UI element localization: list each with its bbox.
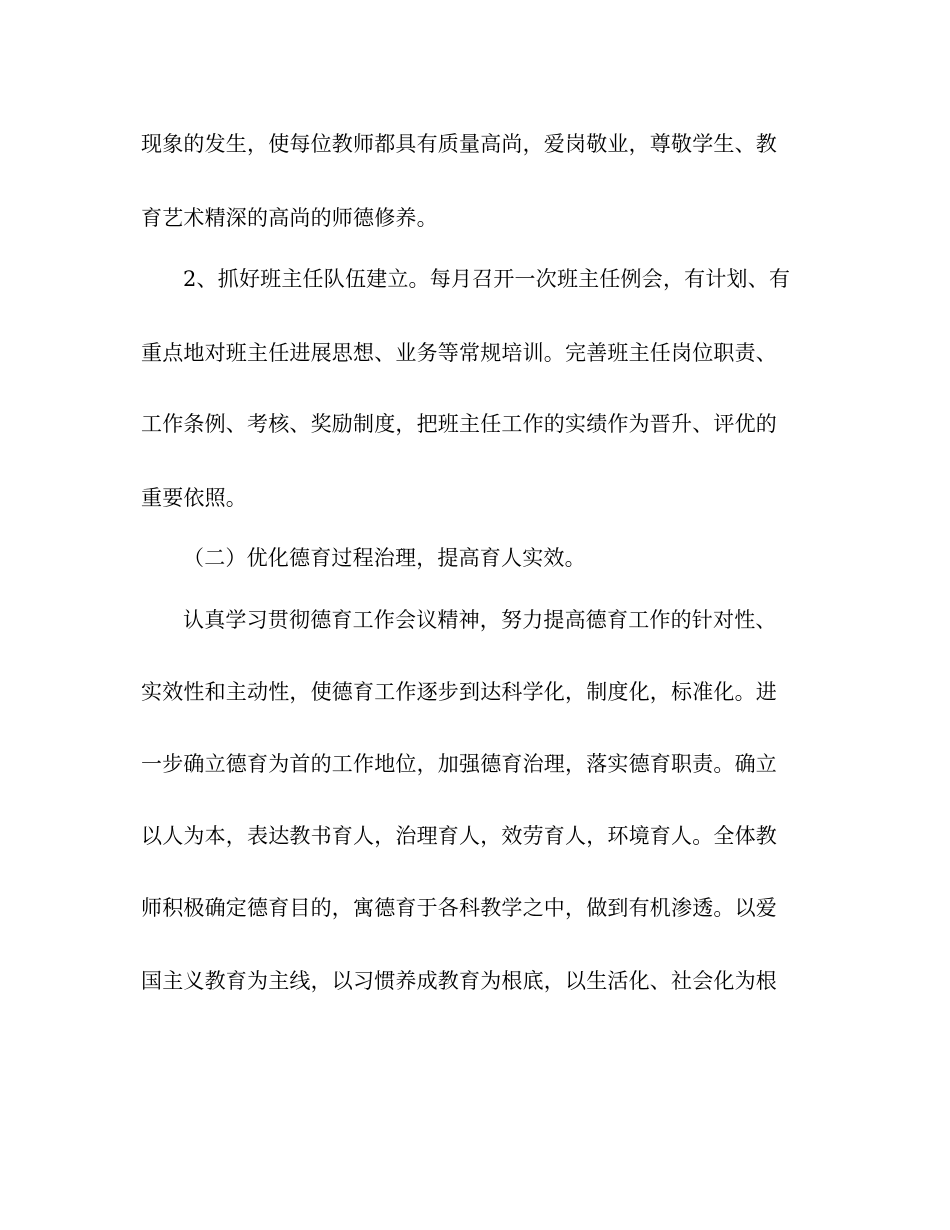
- text-line: 重要依照。: [141, 486, 247, 510]
- text-line: 一步确立德育为首的工作地位，加强德育治理，落实德育职责。确立: [141, 752, 777, 776]
- text-line: 现象的发生，使每位教师都具有质量高尚，爱岗敬业，尊敬学生、教: [141, 132, 777, 156]
- section-heading: （二）优化德育过程治理，提高育人实效。: [183, 546, 586, 570]
- text-line: 国主义教育为主线，以习惯养成教育为根底，以生活化、社会化为根: [141, 969, 777, 993]
- text-line: 工作条例、考核、奖励制度，把班主任工作的实绩作为晋升、评优的: [141, 412, 777, 436]
- text-line: 以人为本，表达教书育人，治理育人，效劳育人，环境育人。全体教: [141, 824, 777, 848]
- paragraph-item-2: 2、抓好班主任队伍建立。每月召开一次班主任例会，有计划、有: [183, 267, 791, 291]
- paragraph-start: 认真学习贯彻德育工作会议精神，努力提高德育工作的针对性、: [183, 608, 777, 632]
- text-line: 师积极确定德育目的，寓德育于各科教学之中，做到有机渗透。以爱: [141, 896, 777, 920]
- text-line: 育艺术精深的高尚的师德修养。: [141, 206, 438, 230]
- text-line: 重点地对班主任进展思想、业务等常规培训。完善班主任岗位职责、: [141, 341, 777, 365]
- text-line: 实效性和主动性，使德育工作逐步到达科学化，制度化，标准化。进: [141, 680, 777, 704]
